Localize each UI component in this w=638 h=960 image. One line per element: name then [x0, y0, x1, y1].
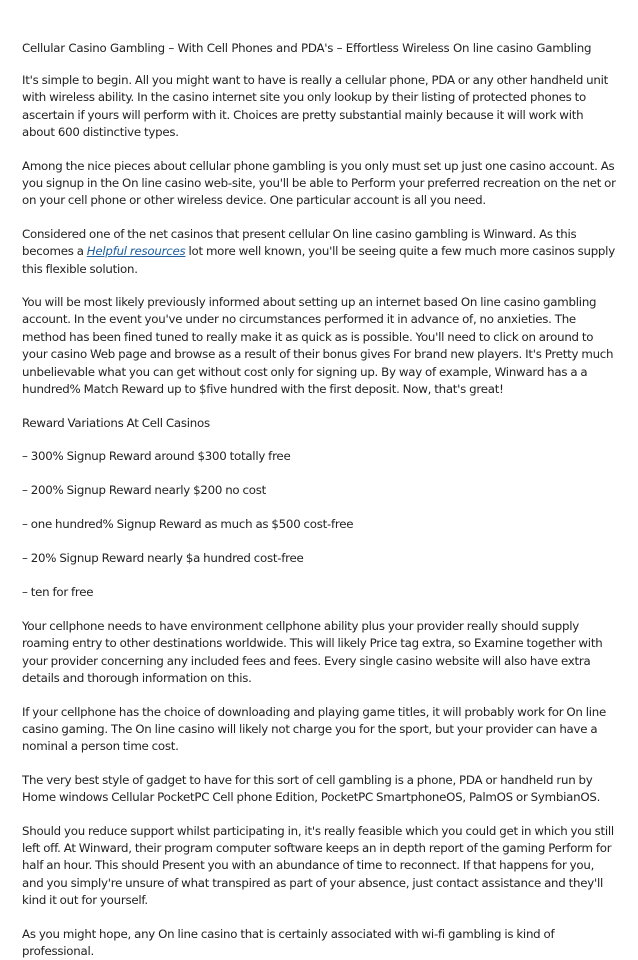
paragraph-text: Considered one of the net casinos that present cellular On line casino gambling is Winward. As this becomes a: [22, 226, 577, 259]
paragraph-roaming: Your cellphone needs to have environment cellphone ability plus your provider really should supply roaming entry to other destinations worldwide. This will likely Price tag extra, so Examine together with your provider concerning any included fees and fees. Every single casino website will also have extra details and thorough information on this.: [22, 618, 603, 686]
section-heading-reward-variations: Reward Variations At Cell Casinos: [22, 415, 210, 430]
paragraph-text: lot more well known, you'll be seeing quite a few much more casinos supply this flexible solution.: [22, 244, 615, 276]
paragraph-lost-support: Should you reduce support whilst participating in, it's really feasible which you could get in which you still left off. At Winward, their program computer software keeps an in depth report of the gaming Perform for half an hour. This should Present you with an abundance of time to reconnect. If that happens for you, and you simply're unsure of what transpired as part of your absence, just contact assistance and they'll kind it out for yourself.: [22, 823, 614, 908]
bonus-list-item: – ten for free: [22, 585, 94, 600]
bonus-list-item: – one hundred% Signup Reward as much as $500 cost-free: [22, 517, 354, 532]
paragraph-single-account: Among the nice pieces about cellular phone gambling is you only must set up just one casino account. As you signup in the On line casino web-site, you'll be able to Perform your preferred recreation on the net or on your cell phone or other wireless device. One particular account is all you need.: [22, 158, 616, 208]
paragraph-downloading-games: If your cellphone has the choice of downloading and playing game titles, it will probably work for On line casino gaming. The On line casino will likely not charge you for the sport, but your provider can have a nominal a person time cost.: [22, 704, 607, 754]
bonus-list-item: – 200% Signup Reward nearly $200 no cost: [22, 483, 266, 498]
paragraph-best-gadget: The very best style of gadget to have for this sort of cell gambling is a phone, PDA or handheld run by Home windows Cellular PocketPC Cell phone Edition, PocketPC SmartphoneOS, PalmOS or SymbianOS.: [22, 772, 601, 805]
document-title: Cellular Casino Gambling – With Cell Phones and PDA's – Effortless Wireless On line casino Gambling: [22, 41, 592, 55]
paragraph-winward: [22, 226, 616, 278]
paragraph-account-setup: You will be most likely previously informed about setting up an internet based On line casino gambling account. In the event you've under no circumstances performed it in advance of, no anxieties. The method has been fined tuned to really make it as quick as is possible. You'll need to click on around to your casino Web page and browse as a result of their bonus gives For brand new players. It's Pretty much unbelievable what you can get without cost only for signing up. By way of example, Winward has a a hundred% Match Reward up to $five hundred with the first deposit. Now, that's great!: [22, 295, 614, 397]
paragraph-professional: As you might hope, any On line casino that is certainly associated with wi-fi gambling is kind of professional.: [22, 926, 555, 959]
paragraph-getting-started: It's simple to begin. All you might want to have is really a cellular phone, PDA or any other handheld unit with wireless ability. In the casino internet site you only lookup by their listing of protected phones to ascertain if yours will perform with it. Choices are pretty substantial mainly because it will work with about 600 distinctive types.: [22, 73, 609, 140]
helpful-resources-link[interactable]: Helpful resources: [86, 244, 186, 259]
bonus-list-item: – 300% Signup Reward around $300 totally free: [22, 449, 291, 464]
bonus-list-item: – 20% Signup Reward nearly $a hundred cost-free: [22, 551, 304, 566]
